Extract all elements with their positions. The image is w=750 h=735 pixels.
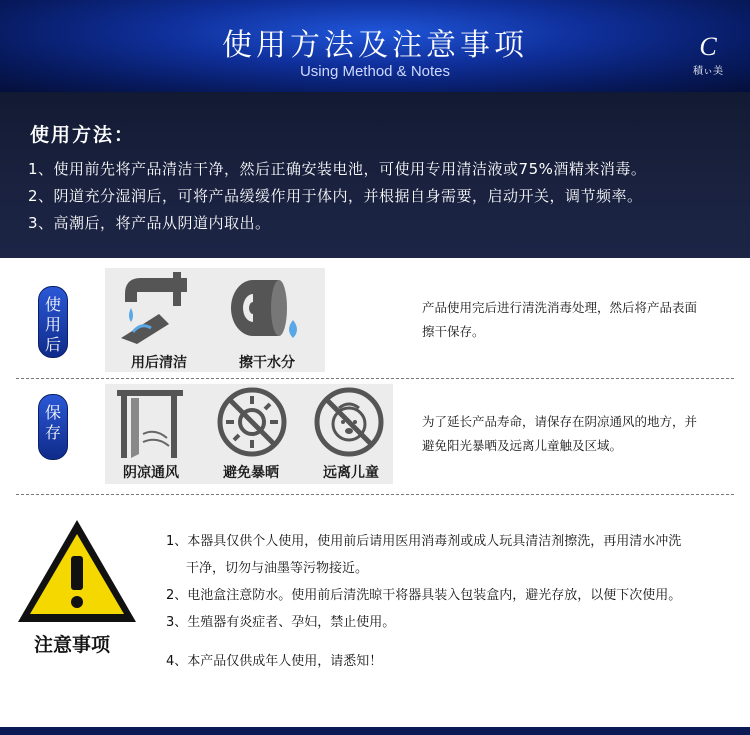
storage-description (422, 410, 742, 458)
after-use-badge-text: 使用后 (44, 295, 61, 354)
usage-step: 1、使用前先将产品清洁干净，然后正确安装电池，可使用专用清洁液或75%酒精来消毒。 (28, 160, 647, 178)
storage-description-line: 为了延长产品寿命，请保存在阴凉通风的地方，并 (422, 414, 698, 429)
after-use-section (0, 258, 750, 376)
after-use-description (422, 296, 742, 344)
no-child-icon (307, 384, 397, 472)
brand-logo-mark: C (699, 32, 717, 61)
after-use-icon-label: 擦干水分 (239, 355, 295, 371)
brand-logo-text: 積ぃ美 (693, 66, 723, 77)
usage-step: 2、阴道充分湿润后，可将产品缓缓作用于体内，并根据自身需要，启动开关，调节频率。 (28, 187, 643, 205)
storage-badge (38, 394, 68, 460)
usage-step: 3、高潮后，将产品从阴道内取出。 (28, 214, 271, 232)
no-sun-icon (207, 384, 297, 472)
note-item: 干净，切勿与油墨等污物接近。 (186, 561, 369, 576)
section-divider (16, 494, 734, 495)
faucet-icon (111, 268, 201, 356)
notes-title: 注意事项 (34, 634, 111, 656)
storage-icon-label: 远离儿童 (323, 465, 379, 481)
storage-description-line: 避免阳光暴晒及远离儿童触及区域。 (422, 438, 623, 453)
footer-bar (0, 727, 750, 735)
section-divider (16, 378, 734, 379)
after-use-icon-panel (105, 268, 325, 372)
storage-icon-panel (105, 384, 393, 484)
storage-icon-label: 避免暴晒 (223, 465, 279, 481)
note-item: 4、本产品仅供成年人使用，请悉知！ (166, 654, 383, 669)
after-use-description-line: 擦干保存。 (422, 324, 485, 339)
storage-icon-label: 阴凉通风 (123, 465, 179, 481)
after-use-icon-label: 用后清洁 (131, 355, 187, 371)
note-item: 2、电池盒注意防水。使用前后清洗晾干将器具装入包装盒内，避光存放，以便下次使用。 (166, 588, 682, 603)
warning-triangle-icon (14, 516, 140, 626)
page-title: 使用方法及注意事项 (222, 28, 528, 63)
storage-badge-text: 保存 (44, 403, 61, 442)
note-item: 3、生殖器有炎症者、孕妇，禁止使用。 (166, 615, 396, 630)
towel-roll-icon (221, 268, 311, 356)
brand-logo (688, 34, 728, 80)
after-use-description-line: 产品使用完后进行清洗消毒处理，然后将产品表面 (422, 300, 698, 315)
window-ventilation-icon (109, 384, 199, 472)
usage-section (0, 92, 750, 258)
header-banner (0, 0, 750, 92)
note-item: 1、本器具仅供个人使用，使用前后请用医用消毒剂或成人玩具清洁剂擦洗，再用清水冲洗 (166, 534, 682, 549)
usage-heading: 使用方法： (30, 124, 136, 146)
storage-section (0, 380, 750, 492)
page-subtitle: Using Method & Notes (299, 63, 451, 80)
after-use-badge (38, 286, 68, 358)
